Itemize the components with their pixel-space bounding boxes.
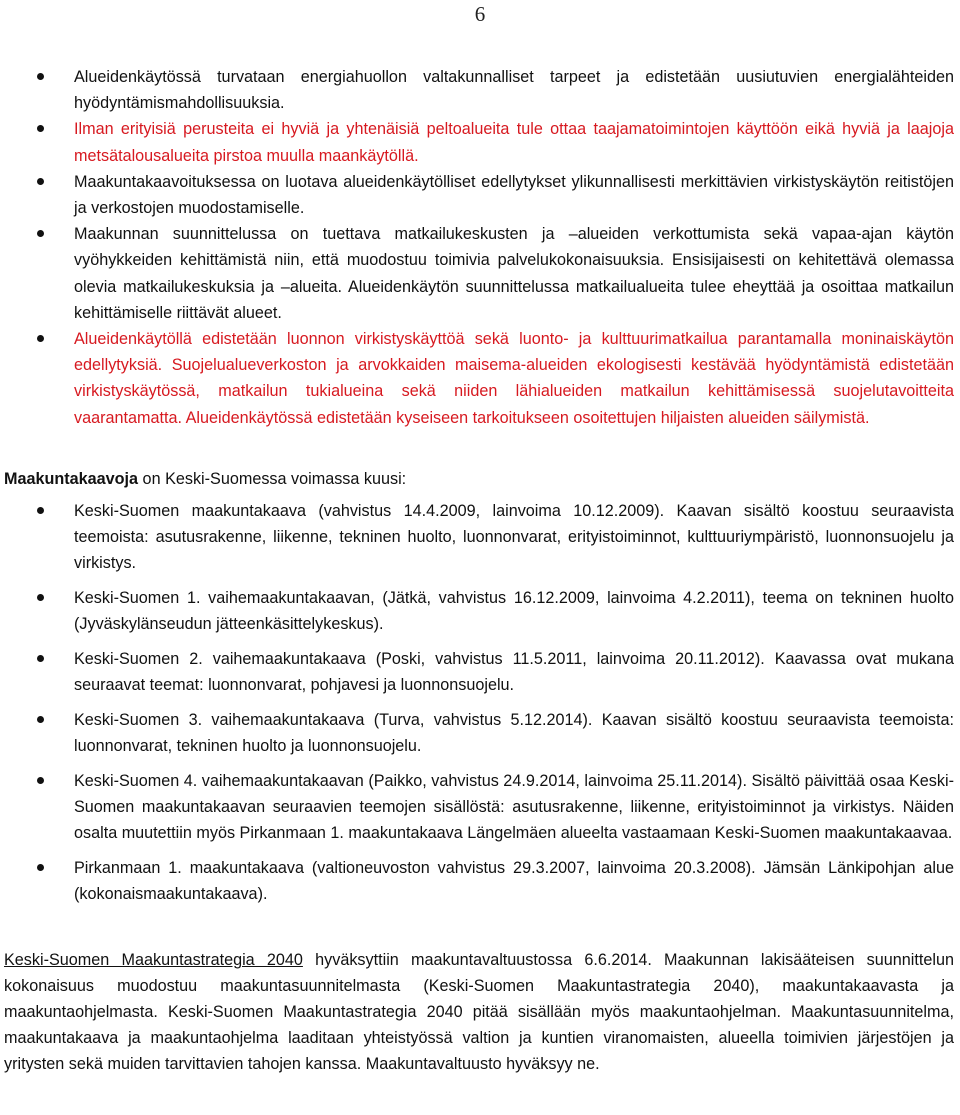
guideline-item-energy: Alueidenkäytössä turvataan energiahuollon valtakunnalliset tarpeet ja edistetään uusiutuvien energialähteiden hyödyntämismahdollisuuksia. xyxy=(4,64,954,116)
strategy-text: hyväksyttiin maakuntavaltuustossa 6.6.2014. Maakunnan lakisääteisen suunnittelun kokonaisuus muodostuu maakuntasuunnitelmasta (Keski-Suomen Maakuntastrategia 2040), maakuntakaavasta ja maakuntaohjelmasta. Keski-Suomen Maakuntastrategia 2040 pitää sisällään myös maakuntaohjelman. Maakuntasuunnitelma, maakuntakaava ja maakuntaohjelma laaditaan yhteistyössä valtion ja kuntien viranomaisten, alueella toimivien järjestöjen ja yritysten sekä muiden tarvittavien tahojen kanssa. Maakuntavaltuusto hyväksyy ne. xyxy=(4,951,954,1074)
kaava-item-phase-1: Keski-Suomen 1. vaihemaakuntakaavan, (Jätkä, vahvistus 16.12.2009, lainvoima 4.2.2011), teema on tekninen huolto (Jyväskylänseudun jätteenkäsittelykeskus). xyxy=(4,585,954,637)
kaava-item-main: Keski-Suomen maakuntakaava (vahvistus 14.4.2009, lainvoima 10.12.2009). Kaavan sisältö koostuu seuraavista teemoista: asutusrakenne, liikenne, tekninen huolto, luonnonvarat, erityistoiminnot, kulttuuriympäristö, luonnonsuojelu ja virkistys. xyxy=(4,498,954,577)
kaava-item-phase-2: Keski-Suomen 2. vaihemaakuntakaava (Poski, vahvistus 11.5.2011, lainvoima 20.11.2012). Kaavassa ovat mukana seuraavat teemat: luonnonvarat, pohjavesi ja luonnonsuojelu. xyxy=(4,646,954,698)
page-number: 6 xyxy=(474,2,486,26)
kaava-heading-rest: on Keski-Suomessa voimassa kuusi: xyxy=(138,469,407,488)
kaava-heading xyxy=(4,466,954,492)
strategy-paragraph xyxy=(4,948,954,1078)
kaava-item-phase-3: Keski-Suomen 3. vaihemaakuntakaava (Turva, vahvistus 5.12.2014). Kaavan sisältö koostuu seuraavista teemoista: luonnonvarat, tekninen huolto ja luonnonsuojelu. xyxy=(4,707,954,759)
guideline-item-tourism-centres: Maakunnan suunnittelussa on tuettava matkailukeskusten ja –alueiden verkottumista sekä vapaa-ajan käytön vyöhykkeiden kehittämistä niin, että muodostuu toimivia palvelukokonaisuuksia. Ensisijaisesti on kehitettävä olemassa olevia matkailukeskuksia ja –alueita. Alueidenkäytön suunnittelussa matkailualueita tulee eheyttää ja osoittaa matkailun kehittämiselle riittävät alueet. xyxy=(4,221,954,326)
kaava-heading-bold: Maakuntakaavoja xyxy=(4,469,139,488)
document-body xyxy=(4,64,954,1078)
guidelines-list xyxy=(4,64,954,431)
guideline-item-nature-tourism: Alueidenkäytöllä edistetään luonnon virkistyskäyttöä sekä luonto- ja kulttuurimatkailua parantamalla moninaiskäytön edellytyksiä. Suojelualueverkoston ja arvokkaiden maisema-alueiden ekologisesti kestävää hyödyntämistä edistetään virkistyskäytössä, matkailun tukialueina sekä niiden lähialueiden matkailun kehittämisessä suojelutavoitteita vaarantamatta. Alueidenkäytössä edistetään kyseiseen tarkoitukseen osoitettujen hiljaisten alueiden säilymistä. xyxy=(4,326,954,431)
strategy-link[interactable]: Keski-Suomen Maakuntastrategia 2040 xyxy=(4,951,303,970)
kaava-list xyxy=(4,498,954,907)
kaava-item-pirkanmaa: Pirkanmaan 1. maakuntakaava (valtioneuvoston vahvistus 29.3.2007, lainvoima 20.3.2008). Jämsän Länkipohjan alue (kokonaismaakuntakaava). xyxy=(4,855,954,907)
kaava-item-phase-4: Keski-Suomen 4. vaihemaakuntakaavan (Paikko, vahvistus 24.9.2014, lainvoima 25.11.2014). Sisältö päivittää osaa Keski-Suomen maakuntakaavan seuraavien teemojen sisällöstä: asutusrakenne, liikenne, erityistoiminnot ja virkistys. Näiden osalta muutettiin myös Pirkanmaan 1. maakuntakaava Längelmäen alueelta vastaamaan Keski-Suomen maakuntakaavaa. xyxy=(4,768,954,847)
guideline-item-fields: Ilman erityisiä perusteita ei hyviä ja yhtenäisiä peltoalueita tule ottaa taajamatoimintojen käyttöön eikä hyviä ja laajoja metsätalousalueita pirstoa muulla maankäytöllä. xyxy=(4,116,954,168)
guideline-item-recreation-routes: Maakuntakaavoituksessa on luotava alueidenkäytölliset edellytykset ylikunnallisesti merkittävien virkistyskäytön reitistöjen ja verkostojen muodostamiselle. xyxy=(4,169,954,221)
